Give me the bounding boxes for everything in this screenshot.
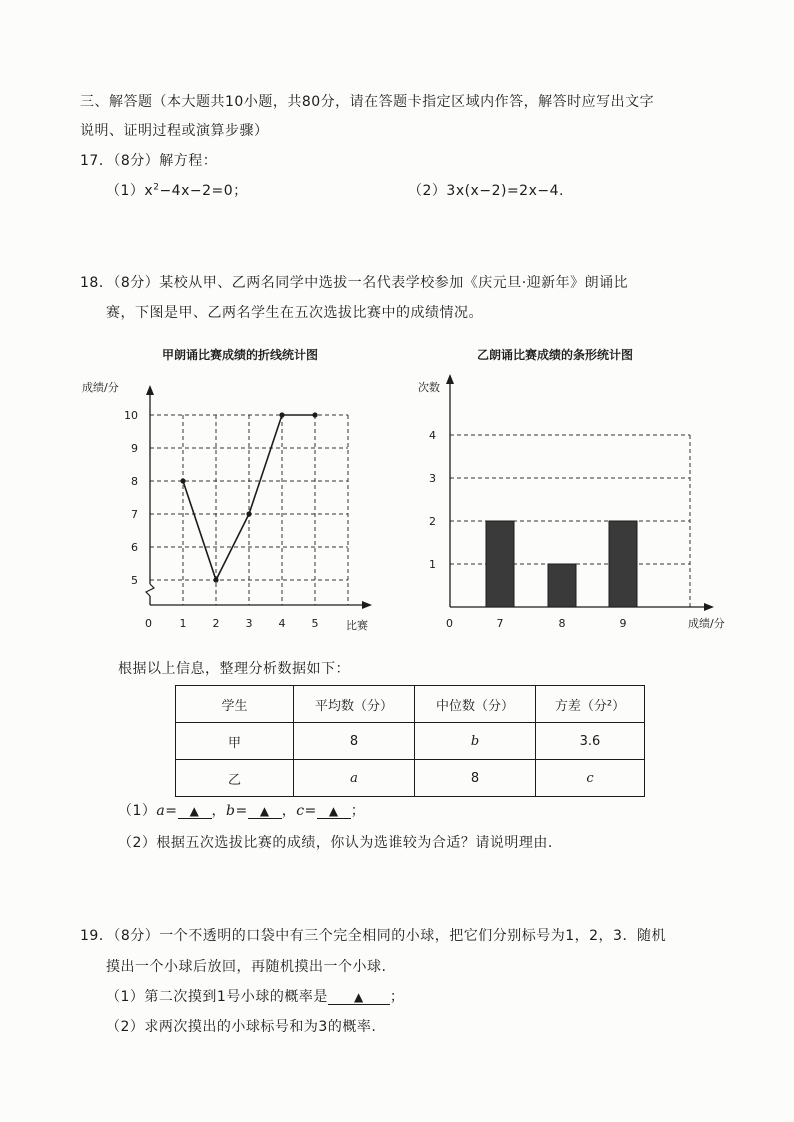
y-axis-arrow [146,385,154,395]
q19-part1 [106,986,404,1006]
y-tick-label: 3 [429,472,436,485]
q18-sep: ， [281,803,297,819]
table-header-cell: 方差（分²） [536,686,645,723]
y-axis-arrow [446,374,454,384]
q17-part1-rest: −4x−2=0； [159,183,248,199]
q18-intro-line1: 18．（8分）某校从甲、乙两名同学中选拔一名代表学校参加《庆元旦·迎新年》朗诵比 [80,275,629,291]
table-header-cell: 平均数（分） [294,686,415,723]
q18-part1-prefix: （1） [118,803,157,819]
table-cell: 3.6 [536,723,645,760]
x-tick-label: 5 [311,617,319,630]
table-cell: 8 [294,723,415,760]
jia-chart-axes [146,385,372,609]
q18-end: ； [350,803,366,819]
q17-part2: （2）3x(x−2)=2x−4. [408,183,564,199]
table-header-cell: 中位数（分） [415,686,536,723]
data-point [279,412,284,417]
q18-c-label: c= [296,803,317,819]
table-cell: 乙 [176,760,294,797]
jia-chart-xticks [180,617,319,630]
bar [486,521,514,607]
q17-part1-exponent: 2 [153,182,160,193]
y-tick-label: 6 [131,541,138,554]
data-point [213,577,218,582]
table-header-cell: 学生 [176,686,294,723]
section-header-line2: 说明、证明过程或演算步骤） [80,123,269,139]
jia-chart-xlabel: 比赛 [346,619,368,632]
q19-part1-end: ； [389,989,405,1005]
yi-chart-ylabel: 次数 [418,381,440,394]
jia-line-chart [60,335,400,640]
q19-line1: 19．（8分）一个不透明的口袋中有三个完全相同的小球，把它们分别标号为1，2，3．随机 [80,928,666,944]
x-tick-label: 3 [245,617,253,630]
y-tick-label: 10 [124,409,138,422]
y-tick-label: 8 [131,475,138,488]
x-tick-label: 2 [212,617,220,630]
yi-chart-xticks [497,617,627,630]
q18-c-blank: ▲ [317,804,351,819]
table-row [176,723,645,760]
table-cell: a [294,760,415,797]
x-axis-arrow [704,603,714,611]
table-row [176,760,645,797]
bar [609,521,637,607]
q18-intro-line2: 赛，下图是甲、乙两名学生在五次选拔比赛中的成绩情况。 [106,305,483,321]
jia-chart-origin: 0 [145,617,152,630]
yi-chart-bars [486,521,637,607]
q17-heading: 17．（8分）解方程： [80,153,218,169]
q17-part1 [106,180,248,200]
data-point [312,412,317,417]
bar [548,564,576,607]
data-point [180,478,185,483]
table-cell: 8 [415,760,536,797]
y-tick-label: 9 [131,442,138,455]
x-axis-arrow [362,601,372,609]
table-cell: 甲 [176,723,294,760]
y-tick-label: 4 [429,429,436,442]
q18-sep: ， [211,803,226,819]
y-tick-label: 7 [131,508,138,521]
x-tick-label: 8 [558,617,566,630]
q19-part2: （2）求两次摸出的小球标号和为3的概率. [106,1019,377,1035]
stats-table [175,685,645,797]
jia-chart-yticks [124,409,138,587]
y-tick-label: 1 [429,558,436,571]
section-header-line1: 三、解答题（本大题共10小题，共80分，请在答题卡指定区域内作答，解答时应写出文字 [80,94,655,110]
x-tick-label: 9 [619,617,627,630]
x-tick-label: 1 [179,617,187,630]
data-point [246,511,251,516]
x-tick-label: 7 [496,617,504,630]
yi-chart-yticks [429,429,436,571]
yi-bar-chart [405,335,745,640]
yi-chart-xlabel: 成绩/分 [688,617,725,630]
jia-chart-grid [150,415,348,605]
yi-chart-title: 乙朗诵比赛成绩的条形统计图 [476,348,634,362]
table-cell: b [415,723,536,760]
q19-blank: ▲ [328,990,390,1005]
q18-a-label: a= [156,803,178,819]
x-tick-label: 4 [278,617,286,630]
axis-break-mark [146,584,154,596]
q18-part2: （2）根据五次选拔比赛的成绩，你认为选谁较为合适？请说明理由. [118,835,553,851]
q17-part1-prefix: （1）x [106,183,154,199]
yi-chart-origin: 0 [446,617,453,630]
q19-line2: 摸出一个小球后放回，再随机摸出一个小球. [106,959,387,975]
q18-data-intro: 根据以上信息，整理分析数据如下： [118,661,350,677]
table-cell: c [536,760,645,797]
y-tick-label: 5 [131,574,138,587]
y-tick-label: 2 [429,515,436,528]
jia-chart-ylabel: 成绩/分 [82,381,119,394]
q19-part1-prefix: （1）第二次摸到1号小球的概率是 [106,989,328,1005]
q18-b-label: b= [226,803,248,819]
q18-part1 [118,800,365,820]
table-header-row [176,686,645,723]
q18-b-blank: ▲ [248,804,282,819]
q18-a-blank: ▲ [178,804,212,819]
jia-chart-title: 甲朗诵比赛成绩的折线统计图 [161,348,319,362]
